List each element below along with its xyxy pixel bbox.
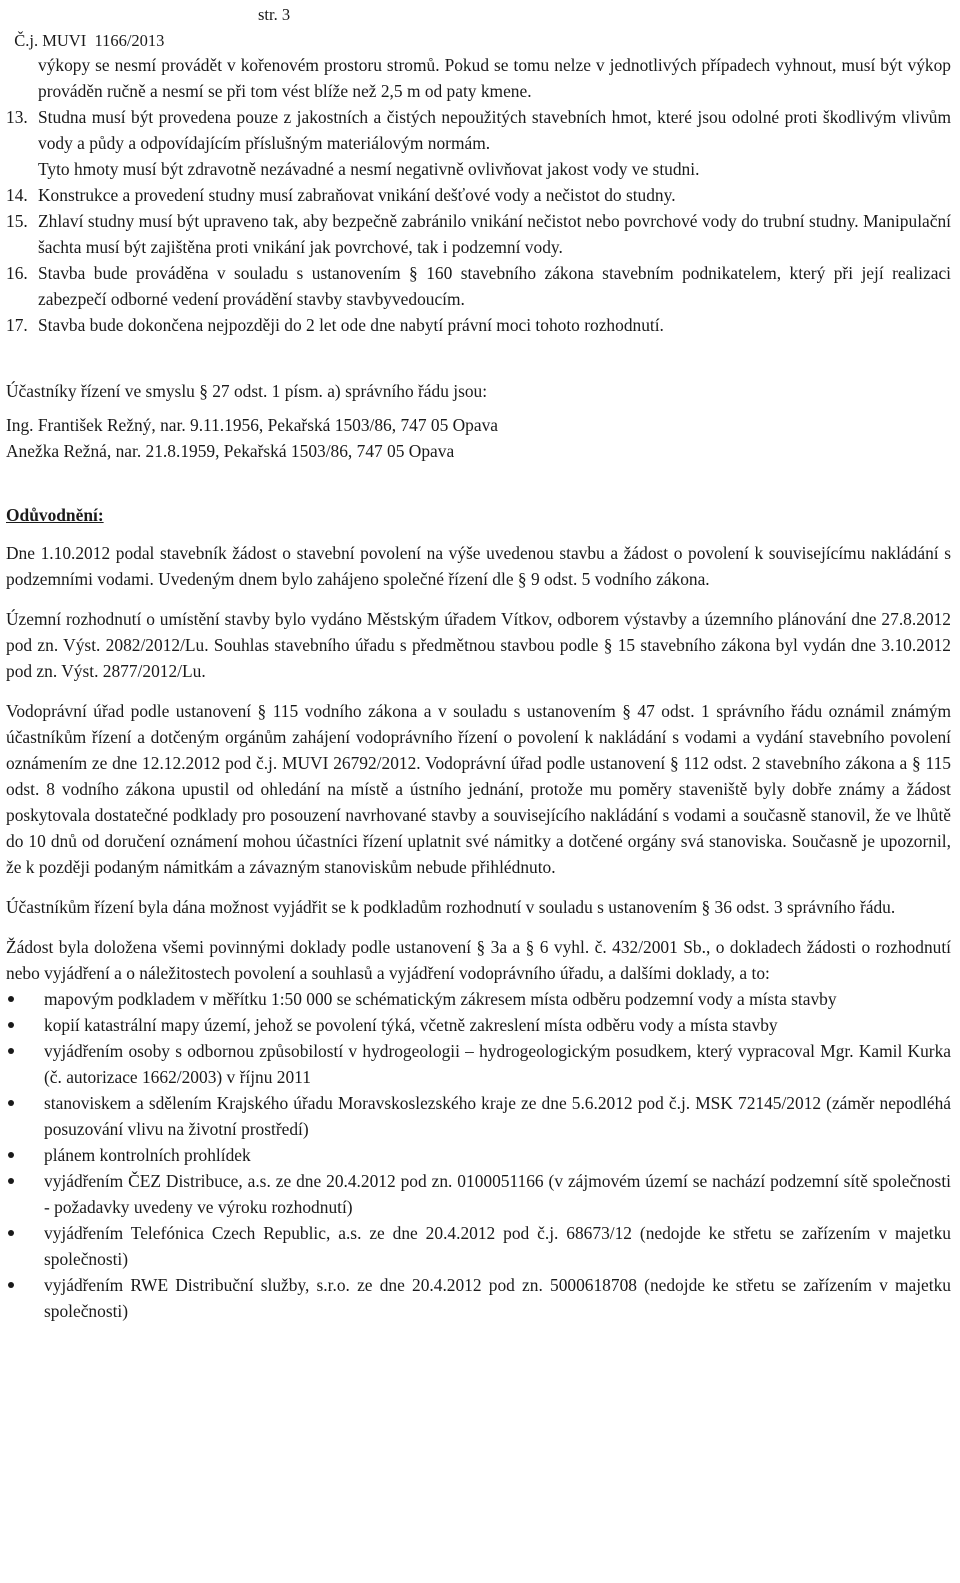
condition-item [6,208,951,260]
document-body [6,52,951,1324]
spacer [6,592,951,606]
bullet-icon [6,1142,44,1168]
reasoning-paragraph: Účastníkům řízení byla dána možnost vyjádřit se k podkladům rozhodnutí v souladu s ustanovením § 36 odst. 3 správního řádu. [6,897,896,917]
bullet-icon [6,1168,44,1220]
spacer [6,880,951,894]
participant-line: Anežka Režná, nar. 21.8.1959, Pekařská 1503/86, 747 05 Opava [6,441,455,461]
condition-number: 16. [6,263,28,283]
list-item: plánem kontrolních prohlídek [6,1142,951,1168]
spacer [6,338,951,378]
list-item: stanoviskem a sdělením Krajského úřadu Moravskoslezského kraje ze dne 5.6.2012 pod č.j. MSK 72145/2012 (záměr nepodléhá posuzování vlivu na životní prostředí) [6,1090,951,1142]
condition-text: Stavba bude dokončena nejpozději do 2 let ode dne nabytí právní moci tohoto rozhodnutí. [38,315,664,335]
participants-intro: Účastníky řízení ve smyslu § 27 odst. 1 písm. a) správního řádu jsou: [6,381,488,401]
documents-list [6,986,951,1324]
spacer [6,404,951,412]
condition-text: Zhlaví studny musí být upraveno tak, aby bezpečně zabránilo vnikání nečistot nebo povrchové vody do trubní studny. Manipulační šachta musí být zajištěna proti vnikání jak povrchové, tak i podzemní vody. [38,211,951,257]
bullet-icon [6,1220,44,1272]
list-item: vyjádřením ČEZ Distribuce, a.s. ze dne 20.4.2012 pod zn. 0100051166 (v zájmovém území se nachází podzemní sítě společnosti - požadavky uvedeny ve výroku rozhodnutí) [6,1168,951,1220]
bullet-icon [6,1090,44,1142]
condition-item [6,260,951,312]
condition-number: 17. [6,315,28,335]
bullet-icon [6,1012,44,1038]
condition-number: 13. [6,107,28,127]
condition-item [6,182,951,208]
continued-paragraph: výkopy se nesmí provádět v kořenovém prostoru stromů. Pokud se tomu nelze v jednotlivých případech vyhnout, musí být výkop prováděn ručně a nesmí se při tom vést blíže než 2,5 m od paty kmene. [38,55,951,101]
reasoning-paragraph: Územní rozhodnutí o umístění stavby bylo vydáno Městským úřadem Vítkov, odborem výstavby a územního plánování dne 27.8.2012 pod zn. Výst. 2082/2012/Lu. Souhlas stavebního úřadu s předmětnou stavbou podle § 15 stavebního zákona byl vydán dne 3.10.2012 pod zn. Výst. 2877/2012/Lu. [6,609,951,681]
list-item: vyjádřením Telefónica Czech Republic, a.s. ze dne 20.4.2012 pod č.j. 68673/12 (nedojde ke střetu se zařízením v majetku společnosti) [6,1220,951,1272]
spacer [6,528,951,540]
list-item: vyjádřením RWE Distribuční služby, s.r.o. ze dne 20.4.2012 pod zn. 5000618708 (nedojde ke střetu se zařízením v majetku společnosti) [6,1272,951,1324]
bullet-icon [6,986,44,1012]
spacer [6,464,951,502]
condition-item [6,104,951,182]
spacer [6,920,951,934]
bullet-icon [6,1272,44,1324]
reasoning-paragraph: Žádost byla doložena všemi povinnými doklady podle ustanovení § 3a a § 6 vyhl. č. 432/2001 Sb., o dokladech žádosti o rozhodnutí nebo vyjádření a o náležitostech povolení a souhlasů a vyjádření vodoprávního úřadu, a dalšími doklady, a to: [6,937,951,983]
condition-number: 15. [6,211,28,231]
bullet-icon [6,1038,44,1090]
list-item: vyjádřením osoby s odbornou způsobilostí v hydrogeologii – hydrogeologickým posudkem, který vypracoval Mgr. Kamil Kurka (č. autorizace 1662/2003) v říjnu 2011 [6,1038,951,1090]
condition-item [6,312,951,338]
condition-text: Stavba bude prováděna v souladu s ustanovením § 160 stavebního zákona stavebním podnikatelem, který při její realizaci zabezpečí odborné vedení provádění stavby stavbyvedoucím. [38,263,951,309]
list-item: kopií katastrální mapy území, jehož se povolení týká, včetně zakreslení místa odběru vody a místa stavby [6,1012,951,1038]
reasoning-paragraph: Dne 1.10.2012 podal stavebník žádost o stavební povolení na výše uvedenou stavbu a žádost o povolení k souvisejícímu nakládání s podzemními vodami. Uvedeným dnem bylo zahájeno společné řízení dle § 9 odst. 5 vodního zákona. [6,543,951,589]
list-item: mapovým podkladem v měřítku 1:50 000 se schématickým zákresem místa odběru podzemní vody a místa stavby [6,986,951,1012]
reasoning-paragraph: Vodoprávní úřad podle ustanovení § 115 vodního zákona a v souladu s ustanovením § 47 odst. 1 správního řádu oznámil známým účastníkům řízení a dotčeným orgánům zahájení vodoprávního řízení o povolení k nakládání s vodami a vydání stavebního povolení oznámením ze dne 12.12.2012 pod č.j. MUVI 26792/2012. Vodoprávní úřad podle ustanovení § 112 odst. 2 stavebního zákona a § 115 odst. 8 vodního zákona upustil od ohledání na místě a ústního jednání, protože mu poměry staveniště byly dobře známy a žádost poskytovala dostatečné podklady pro posouzení navrhované stavby a souvisejícího nakládání s vodami a současně stanovil, že ve lhůtě do 10 dnů od doručení oznámení mohou účastníci řízení uplatnit své námitky a dotčené orgány svá stanoviska. Současně je upozornil, že k později podaným námitkám a závazným stanoviskům nebude přihlédnuto. [6,701,951,877]
spacer [6,684,951,698]
participant-line: Ing. František Režný, nar. 9.11.1956, Pekařská 1503/86, 747 05 Opava [6,415,499,435]
condition-text-continued: Tyto hmoty musí být zdravotně nezávadné a nesmí negativně ovlivňovat jakost vody ve studni. [38,159,700,179]
conditions-list [6,104,951,338]
reasoning-heading: Odůvodnění: [6,505,104,525]
condition-text: Studna musí být provedena pouze z jakostních a čistých nepoužitých stavebních hmot, které jsou odolné proti škodlivým vlivům vody a půdy a odpovídajícím příslušným materiálovým normám. [38,107,951,153]
page-number: str. 3 [258,5,291,24]
document-reference: Č.j. MUVI 1166/2013 [14,31,165,50]
condition-number: 14. [6,185,28,205]
condition-text: Konstrukce a provedení studny musí zabraňovat vnikání dešťové vody a nečistot do studny. [38,185,676,205]
